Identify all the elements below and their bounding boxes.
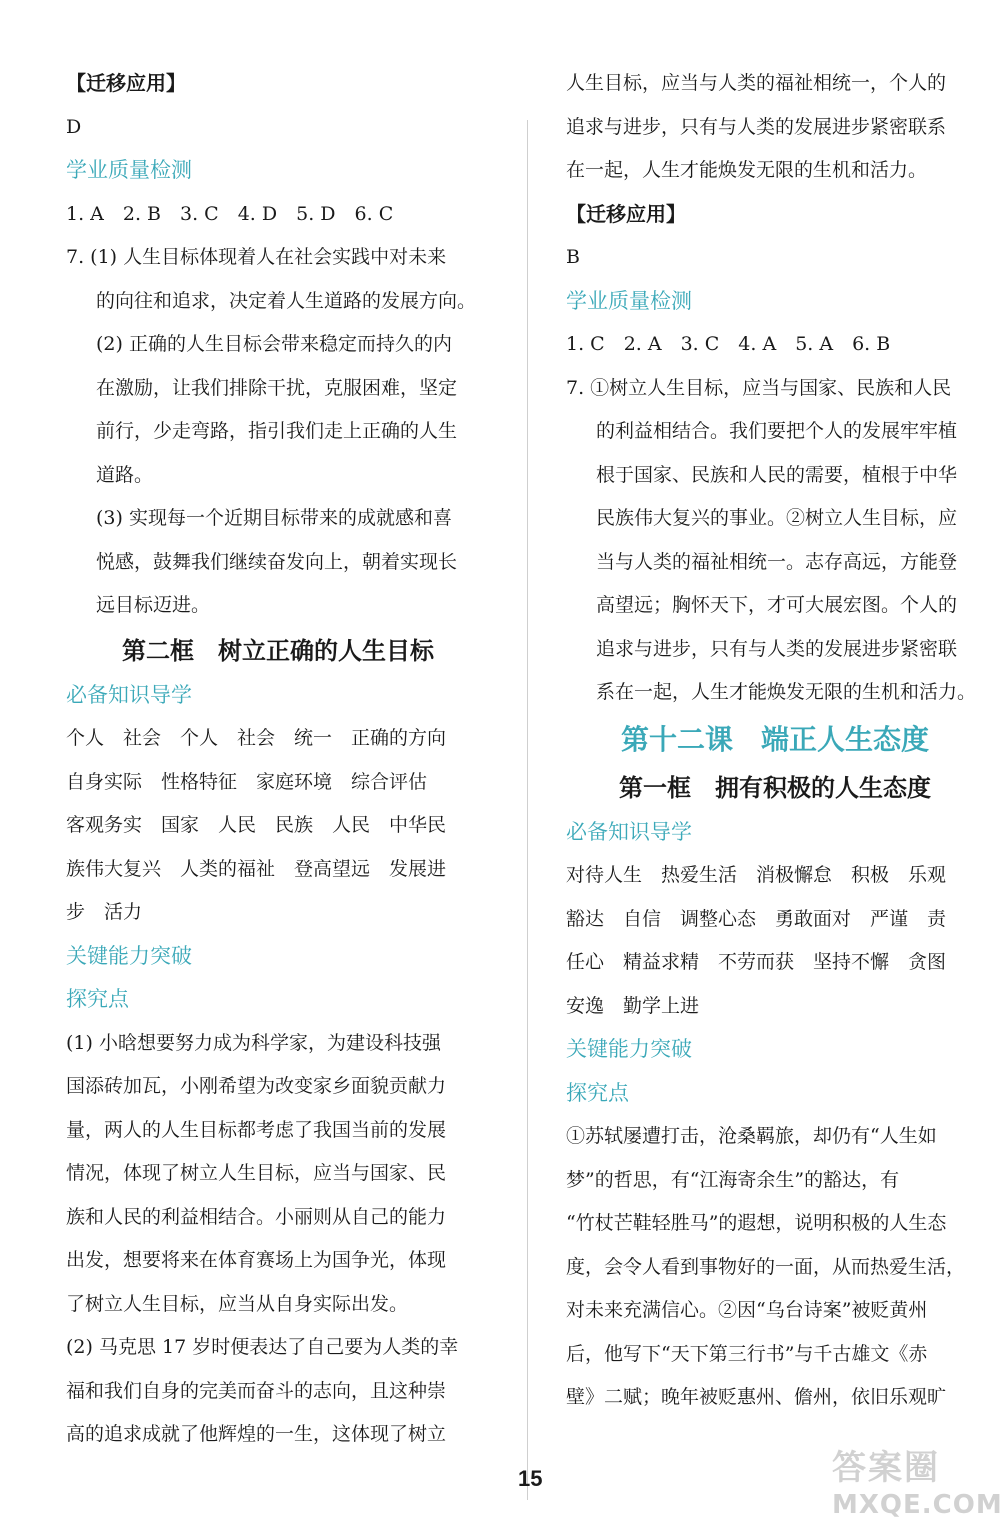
explore-line: 对未来充满信心。②因“乌台诗案”被贬黄州 bbox=[566, 1299, 928, 1321]
mc-answers: 1. A 2. B 3. C 4. D 5. D 6. C bbox=[66, 202, 394, 225]
knowledge-line: 自身实际 性格特征 家庭环境 综合评估 bbox=[66, 770, 428, 793]
q7-line: 的向往和追求，决定着人生道路的发展方向。 bbox=[96, 289, 477, 312]
continued-line: 追求与进步，只有与人类的发展进步紧密联系 bbox=[566, 115, 947, 138]
knowledge-line: 任心 精益求精 不劳而获 坚持不懈 贪图 bbox=[566, 951, 947, 973]
explore-line: (2) 马克思 17 岁时便表达了自己要为人类的幸 bbox=[66, 1336, 459, 1358]
continued-line: 人生目标，应当与人类的福祉相统一，个人的 bbox=[566, 72, 947, 94]
watermark-top-text: 答案圈 bbox=[832, 1448, 940, 1488]
q7-line: 在激励，让我们排除干扰，克服困难，坚定 bbox=[96, 376, 458, 399]
explore-line: 出发，想要将来在体育赛场上为国争光，体现 bbox=[66, 1249, 447, 1271]
q7-line: 7. (1) 人生目标体现着人在社会实践中对未来 bbox=[66, 246, 447, 268]
explore-line: ①苏轼屡遭打击，沧桑羁旅，却仍有“人生如 bbox=[566, 1125, 937, 1147]
continued-line: 在一起，人生才能焕发无限的生机和活力。 bbox=[566, 159, 928, 181]
knowledge-heading: 必备知识导学 bbox=[566, 819, 692, 844]
quality-heading: 学业质量检测 bbox=[66, 158, 192, 182]
explore-line: 度，会令人看到事物好的一面，从而热爱生活， bbox=[566, 1255, 966, 1278]
knowledge-line: 步 活力 bbox=[66, 901, 143, 923]
knowledge-line: 对待人生 热爱生活 消极懈怠 积极 乐观 bbox=[566, 864, 947, 886]
knowledge-line: 豁达 自信 调整心态 勇敢面对 严谨 责 bbox=[566, 907, 947, 930]
knowledge-line: 族伟大复兴 人类的福祉 登高望远 发展进 bbox=[66, 857, 447, 880]
q7-line: 前行，少走弯路，指引我们走上正确的人生 bbox=[96, 420, 458, 442]
transfer-heading: 【迁移应用】 bbox=[566, 201, 686, 226]
ability-heading: 关键能力突破 bbox=[566, 1037, 692, 1061]
q7-line: 系在一起，人生才能焕发无限的生机和活力。 bbox=[596, 681, 977, 703]
explore-line: 了树立人生目标，应当从自身实际出发。 bbox=[66, 1292, 409, 1315]
explore-line: 国添砖加瓦，小刚希望为改变家乡面貌贡献力 bbox=[66, 1075, 447, 1097]
explore-line: 后，他写下“天下第三行书”与千古雄文《赤 bbox=[566, 1342, 928, 1365]
q7-line: (3) 实现每一个近期目标带来的成就感和喜 bbox=[96, 507, 452, 529]
page-number: 15 bbox=[518, 1466, 543, 1491]
left-column bbox=[66, 62, 490, 1457]
q7-line: (2) 正确的人生目标会带来稳定而持久的内 bbox=[96, 333, 452, 355]
answer-line: B bbox=[566, 246, 580, 268]
explore-line: 高的追求成就了他辉煌的一生，这体现了树立 bbox=[66, 1423, 447, 1445]
q7-line: 7. ①树立人生目标，应当与国家、民族和人民 bbox=[566, 376, 952, 399]
explore-line: 壁》二赋；晚年被贬惠州、儋州，依旧乐观旷 bbox=[566, 1386, 947, 1408]
lesson-title: 第十二课 端正人生态度 bbox=[620, 722, 929, 756]
section-title: 第二框 树立正确的人生目标 bbox=[122, 636, 434, 665]
transfer-heading: 【迁移应用】 bbox=[66, 71, 186, 95]
right-column bbox=[566, 62, 984, 1420]
explore-heading: 探究点 bbox=[66, 987, 129, 1011]
q7-line: 的利益相结合。我们要把个人的发展牢牢植 bbox=[596, 420, 958, 442]
knowledge-line: 个人 社会 个人 社会 统一 正确的方向 bbox=[66, 727, 447, 749]
q7-line: 高望远；胸怀天下，才可大展宏图。个人的 bbox=[596, 594, 958, 616]
watermark-logo bbox=[832, 1448, 1002, 1534]
answer-line: D bbox=[66, 115, 82, 138]
q7-line: 远目标迈进。 bbox=[96, 594, 211, 616]
explore-line: (1) 小晗想要努力成为科学家，为建设科技强 bbox=[66, 1031, 441, 1054]
explore-line: 福和我们自身的完美而奋斗的志向，且这种崇 bbox=[66, 1379, 447, 1402]
q7-line: 道路。 bbox=[96, 463, 154, 486]
explore-line: 情况，体现了树立人生目标，应当与国家、民 bbox=[66, 1162, 447, 1184]
explore-line: 梦”的哲思，有“江海寄余生”的豁达，有 bbox=[566, 1168, 900, 1191]
mc-answers: 1. C 2. A 3. C 4. A 5. A 6. B bbox=[566, 333, 891, 355]
q7-line: 民族伟大复兴的事业。②树立人生目标，应 bbox=[596, 507, 958, 529]
knowledge-heading: 必备知识导学 bbox=[66, 682, 192, 707]
q7-line: 当与人类的福祉相统一。志存高远，方能登 bbox=[596, 550, 958, 573]
q7-line: 追求与进步，只有与人类的发展进步紧密联 bbox=[596, 637, 958, 660]
q7-line: 悦感，鼓舞我们继续奋发向上，朝着实现长 bbox=[96, 550, 458, 573]
quality-heading: 学业质量检测 bbox=[566, 288, 692, 313]
column-divider bbox=[527, 120, 528, 1500]
q7-line: 根于国家、民族和人民的需要，植根于中华 bbox=[596, 463, 958, 486]
explore-line: 族和人民的利益相结合。小丽则从自己的能力 bbox=[66, 1205, 447, 1228]
explore-heading: 探究点 bbox=[566, 1080, 629, 1105]
explore-line: “竹杖芒鞋轻胜马”的遐想，说明积极的人生态 bbox=[566, 1212, 947, 1234]
knowledge-line: 安逸 勤学上进 bbox=[566, 994, 700, 1017]
ability-heading: 关键能力突破 bbox=[66, 943, 192, 968]
watermark-bottom-text: MXQE.COM bbox=[832, 1490, 1003, 1520]
section-title: 第一框 拥有积极的人生态度 bbox=[619, 773, 931, 802]
explore-line: 量，两人的人生目标都考虑了我国当前的发展 bbox=[66, 1118, 447, 1141]
knowledge-line: 客观务实 国家 人民 民族 人民 中华民 bbox=[66, 814, 447, 836]
